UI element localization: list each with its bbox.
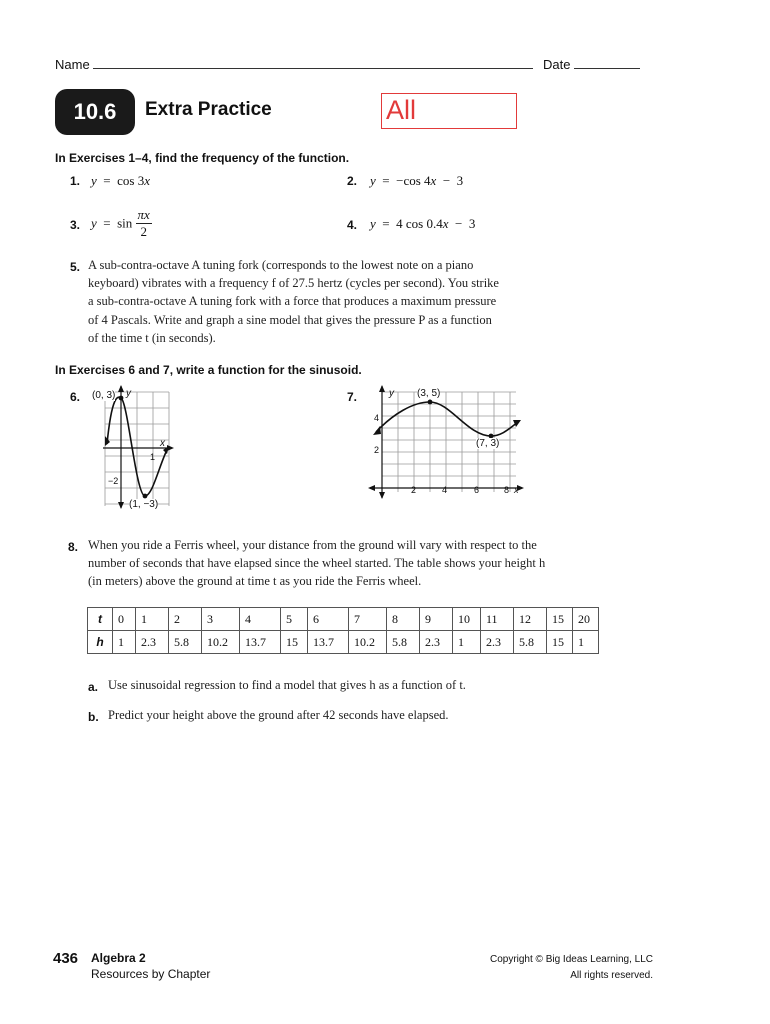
graph-7-x-label: x bbox=[514, 485, 519, 495]
date-field[interactable] bbox=[574, 56, 640, 69]
stamp-text: All bbox=[386, 95, 417, 125]
table-cell: 10.2 bbox=[202, 631, 240, 654]
instructions-2: In Exercises 6 and 7, write a function for the sinusoid. bbox=[55, 363, 362, 377]
table-cell: 10.2 bbox=[349, 631, 387, 654]
table-cell: 7 bbox=[349, 608, 387, 631]
graph-7 bbox=[368, 384, 528, 500]
graph-6-max-label: (0, 3) bbox=[92, 390, 116, 401]
table-cell: 13.7 bbox=[240, 631, 281, 654]
graph-6-tick-y: −2 bbox=[108, 476, 119, 486]
date-label: Date bbox=[543, 57, 571, 72]
exercise-6-number: 6. bbox=[70, 390, 81, 404]
graph-6-x-label: x bbox=[160, 438, 165, 449]
table-cell: 1 bbox=[453, 631, 481, 654]
table-cell: 1 bbox=[136, 608, 169, 631]
exercise-2-number: 2. bbox=[347, 174, 358, 188]
table-cell: 8 bbox=[387, 608, 420, 631]
exercise-7-number: 7. bbox=[347, 390, 358, 404]
exercise-1-equation: y = cos 3x bbox=[91, 173, 150, 188]
table-cell: 4 bbox=[240, 608, 281, 631]
table-cell: 10 bbox=[453, 608, 481, 631]
graph-7-curve bbox=[376, 402, 518, 436]
book-subtitle: Resources by Chapter bbox=[91, 967, 211, 981]
graph-7-tick-x-2: 2 bbox=[411, 485, 417, 495]
graph-7-tick-x-8: 8 bbox=[504, 485, 510, 495]
rights: All rights reserved. bbox=[570, 970, 653, 981]
instructions-1: In Exercises 1–4, find the frequency of the function. bbox=[55, 151, 350, 165]
graph-7-y-arrow bbox=[379, 385, 385, 392]
exercise-8-line: When you ride a Ferris wheel, your distance from the ground will vary with respect to the bbox=[88, 538, 537, 552]
table-cell: 5 bbox=[281, 608, 308, 631]
table-cell: 2.3 bbox=[481, 631, 514, 654]
graph-7-curve-arrow-left bbox=[373, 426, 381, 435]
date-row bbox=[543, 56, 640, 72]
exercise-2-equation: y = −cos 4x − 3 bbox=[370, 173, 464, 188]
graph-7-min-label: (7, 3) bbox=[476, 438, 500, 449]
exercise-5-line: A sub-contra-octave A tuning fork (corresponds to the lowest note on a piano bbox=[88, 258, 474, 272]
answer-stamp bbox=[381, 93, 517, 129]
exercise-5-line: keyboard) vibrates with a frequency f of 27.5 hertz (cycles per second). You strike bbox=[88, 276, 499, 291]
exercise-5-line: of 4 Pascals. Write and graph a sine model that gives the pressure P as a function bbox=[88, 312, 492, 327]
table-row-t bbox=[88, 608, 599, 631]
graph-7-tick-x-6: 6 bbox=[474, 485, 480, 495]
table-cell: 15 bbox=[547, 631, 573, 654]
table-cell: 15 bbox=[281, 631, 308, 654]
section-title: Extra Practice bbox=[145, 99, 272, 120]
table-cell: 13.7 bbox=[308, 631, 349, 654]
table-cell: 9 bbox=[420, 608, 453, 631]
graph-6-max-point bbox=[119, 396, 124, 401]
table-cell: 5.8 bbox=[169, 631, 202, 654]
exercise-4-number: 4. bbox=[347, 218, 358, 232]
graph-7-x-arrow-left bbox=[368, 485, 375, 491]
page-number: 436 bbox=[53, 950, 79, 967]
graph-7-tick-y-4: 4 bbox=[374, 413, 380, 423]
graph-6-y-arrow bbox=[118, 385, 124, 392]
name-row bbox=[55, 56, 533, 72]
table-cell: 5.8 bbox=[514, 631, 547, 654]
graph-7-y-label: y bbox=[389, 388, 394, 399]
graph-7-max-point bbox=[428, 400, 433, 405]
graph-6-min-point bbox=[143, 494, 148, 499]
book-title: Algebra 2 bbox=[91, 951, 146, 965]
exercise-8-number: 8. bbox=[68, 540, 79, 554]
table-cell: 1 bbox=[573, 631, 599, 654]
exercise-1-number: 1. bbox=[70, 174, 81, 188]
exercise-5-number: 5. bbox=[70, 260, 81, 274]
graph-7-y-arrow-down bbox=[379, 492, 385, 499]
table-cell: 12 bbox=[514, 608, 547, 631]
table-cell: 2 bbox=[169, 608, 202, 631]
exercise-8-line: (in meters) above the ground at time t as you ride the Ferris wheel. bbox=[88, 574, 422, 589]
exercise-5-line: of the time t (in seconds). bbox=[88, 330, 216, 345]
table-cell: 3 bbox=[202, 608, 240, 631]
table-cell: 2.3 bbox=[420, 631, 453, 654]
part-a-text: Use sinusoidal regression to find a model that gives h as a function of t. bbox=[108, 678, 466, 692]
graph-6-tick-x: 1 bbox=[150, 452, 156, 462]
exercise-8-line: number of seconds that have elapsed since the wheel started. The table shows your height h bbox=[88, 556, 546, 571]
table-header-t: t bbox=[88, 608, 113, 631]
ferris-wheel-table bbox=[87, 607, 599, 654]
table-cell: 1 bbox=[113, 631, 136, 654]
graph-6-min-label: (1, −3) bbox=[129, 499, 159, 510]
table-row-h bbox=[88, 631, 599, 654]
exercise-5-line: a sub-contra-octave A tuning fork with a force that produces a maximum pressure bbox=[88, 294, 497, 309]
graph-6 bbox=[88, 384, 178, 514]
graph-6-grid bbox=[105, 392, 169, 506]
section-badge: 10.6 bbox=[55, 89, 135, 135]
exercise-3-equation: y = sin $\frac{\pi x}{2}$ bbox=[91, 207, 150, 239]
table-cell: 2.3 bbox=[136, 631, 169, 654]
table-cell: 20 bbox=[573, 608, 599, 631]
name-field[interactable] bbox=[93, 56, 533, 69]
part-b-label: b. bbox=[88, 710, 99, 724]
graph-7-tick-y-2: 2 bbox=[374, 445, 380, 455]
graph-7-max-label: (3, 5) bbox=[417, 388, 441, 399]
exercise-8-text bbox=[88, 536, 608, 591]
exercise-3-number: 3. bbox=[70, 218, 81, 232]
name-label: Name bbox=[55, 57, 90, 72]
table-cell: 0 bbox=[113, 608, 136, 631]
graph-6-y-arrow-down bbox=[118, 502, 124, 509]
graph-6-y-label: y bbox=[126, 388, 131, 399]
exercise-5-text bbox=[88, 256, 558, 347]
table-cell: 6 bbox=[308, 608, 349, 631]
exercise-4-equation: y = 4 cos 0.4x − 3 bbox=[370, 216, 476, 231]
part-a-label: a. bbox=[88, 680, 99, 694]
graph-7-tick-x-4: 4 bbox=[442, 485, 448, 495]
table-cell: 5.8 bbox=[387, 631, 420, 654]
copyright: Copyright © Big Ideas Learning, LLC bbox=[489, 954, 653, 965]
table-header-h: h bbox=[88, 631, 113, 654]
table-cell: 11 bbox=[481, 608, 514, 631]
table-cell: 15 bbox=[547, 608, 573, 631]
part-b-text: Predict your height above the ground after 42 seconds have elapsed. bbox=[108, 708, 449, 722]
